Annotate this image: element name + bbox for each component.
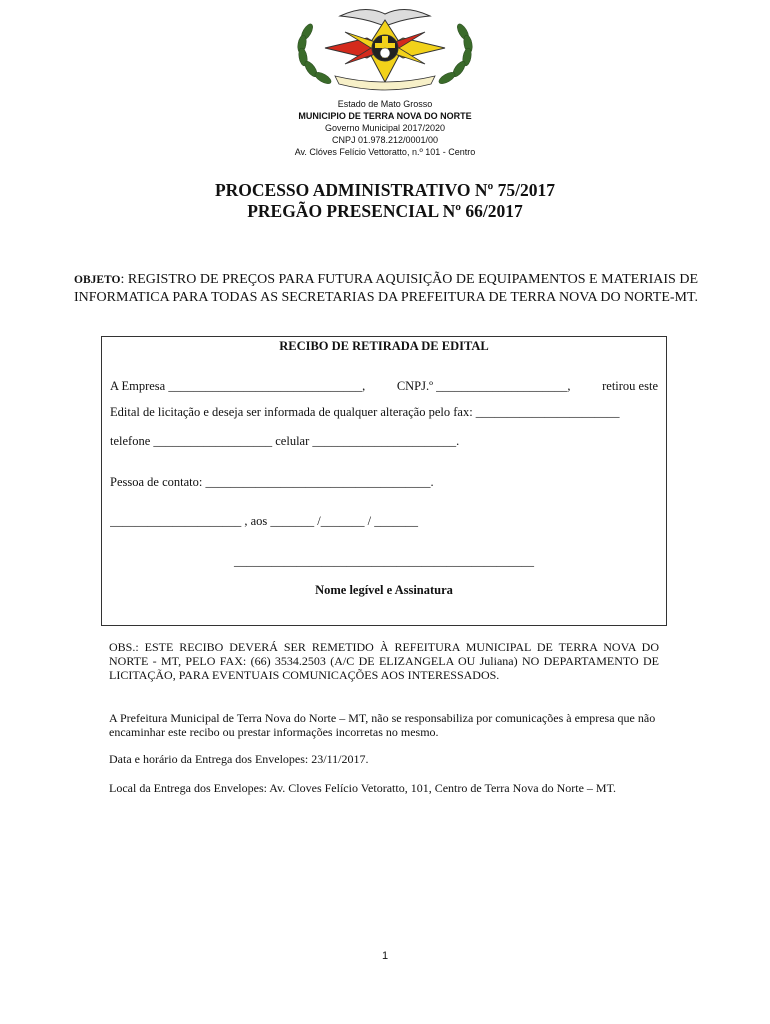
retirou-text: retirou este (602, 379, 658, 393)
objeto-text: REGISTRO DE PREÇOS PARA FUTURA AQUISIÇÃO DE EQUIPAMENTOS E MATERIAIS DE INFORMATICA PARA TODAS AS SECRETARIAS DA PREFEITURA DE TERRA NOVA DO NORTE-MT. (74, 272, 698, 305)
signature-line: ________________________________________________ (234, 554, 534, 568)
delivery-date-paragraph: Data e horário da Entrega dos Envelopes: 23/11/2017. (109, 752, 369, 766)
receipt-company-line (110, 379, 658, 394)
auction-title: PREGÃO PRESENCIAL Nº 66/2017 (247, 201, 523, 221)
delivery-place-paragraph: Local da Entrega dos Envelopes: Av. Cloves Felício Vetoratto, 101, Centro de Terra Nova do Norte – MT. (109, 781, 617, 795)
responsibility-paragraph: A Prefeitura Municipal de Terra Nova do Norte – MT, não se responsabiliza por comunicações à empresa que não encaminhar este recibo ou prestar informações incorretas no mesmo. (109, 711, 656, 739)
cnpj-field: CNPJ.º _____________________, (396, 379, 571, 393)
cnpj-number: CNPJ 01.978.212/0001/00 (331, 135, 439, 145)
obs-notice: OBS.: ESTE RECIBO DEVERÁ SER REMETIDO À REFEITURA MUNICIPAL DE TERRA NOVA DO NORTE - MT, PELO FAX: (66) 3534.2503 (A/C DE ELIZANGELA OU Juliana) NO DEPARTAMENTO DE LICITAÇÃO, PARA EVENTUAIS COMUNICAÇÕES AOS INTERESSADOS. (109, 640, 659, 682)
receipt-contact-line: Pessoa de contato: ____________________________________. (110, 475, 434, 489)
municipality-name: MUNICIPIO DE TERRA NOVA DO NORTE (298, 111, 472, 121)
company-field: A Empresa _______________________________, (110, 379, 366, 393)
document-titles (0, 180, 770, 222)
state-name: Estado de Mato Grosso (337, 99, 433, 109)
process-title: PROCESSO ADMINISTRATIVO Nº 75/2017 (214, 180, 556, 200)
municipal-crest-logo (285, 2, 485, 94)
receipt-box (101, 336, 667, 626)
objeto-section (74, 271, 698, 306)
objeto-separator: : (120, 272, 128, 287)
receipt-fax-line: Edital de licitação e deseja ser informada de qualquer alteração pelo fax: _______________________ (110, 405, 620, 419)
government-term: Governo Municipal 2017/2020 (324, 123, 446, 133)
address: Av. Clóves Felício Vettoratto, n.º 101 - Centro (294, 147, 476, 157)
page-number: 1 (381, 950, 389, 962)
letterhead (0, 98, 770, 158)
objeto-label: OBJETO (74, 274, 121, 286)
receipt-date-line: _____________________ , aos _______ /_______ / _______ (110, 514, 418, 528)
receipt-phone-line: telefone ___________________ celular _______________________. (110, 434, 460, 448)
receipt-title: RECIBO DE RETIRADA DE EDITAL (279, 339, 489, 353)
signature-label: Nome legível e Assinatura (315, 583, 453, 597)
